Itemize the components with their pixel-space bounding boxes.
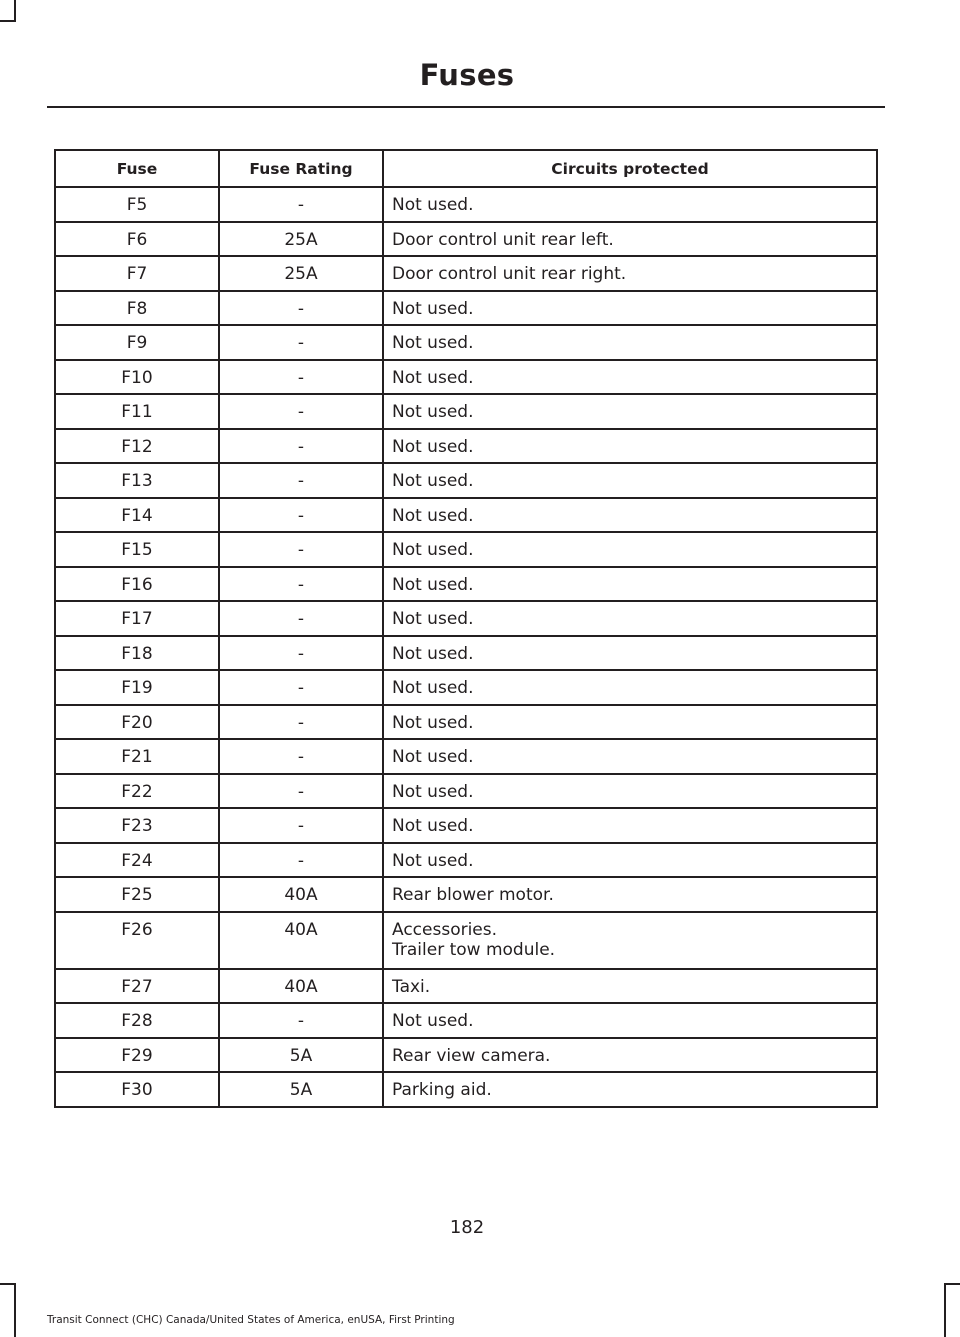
- table-row: [55, 843, 877, 878]
- page-title: Fuses: [419, 58, 515, 92]
- fuse-rating-cell: -: [219, 429, 383, 464]
- crop-mark-bottom-right-horizontal: [944, 1283, 960, 1285]
- fuse-id-cell: F16: [55, 567, 219, 602]
- fuse-rating-cell: 40A: [219, 877, 383, 912]
- table-row: [55, 1038, 877, 1073]
- circuit-cell: [383, 912, 877, 969]
- fuse-id-cell: F20: [55, 705, 219, 740]
- circuit-text: Not used.: [392, 333, 474, 353]
- fuse-rating-cell: -: [219, 532, 383, 567]
- table-row: [55, 394, 877, 429]
- fuse-rating-cell: -: [219, 843, 383, 878]
- fuse-id-cell: F19: [55, 670, 219, 705]
- circuit-cell: [383, 222, 877, 257]
- fuse-id-cell: F21: [55, 739, 219, 774]
- table-row: [55, 222, 877, 257]
- fuse-rating-cell: -: [219, 187, 383, 222]
- crop-mark-top-left-vertical: [14, 0, 16, 22]
- circuit-cell: [383, 636, 877, 671]
- table-row: [55, 325, 877, 360]
- circuit-text: Not used.: [392, 436, 474, 457]
- circuit-text: Not used.: [392, 298, 474, 319]
- table-row: [55, 498, 877, 533]
- circuit-text: Door control unit rear left.: [392, 229, 614, 250]
- fuse-rating-cell: -: [219, 774, 383, 809]
- fuse-id-cell: F6: [55, 222, 219, 257]
- fuse-rating-cell: -: [219, 567, 383, 602]
- fuse-id-cell: F25: [55, 877, 219, 912]
- circuit-cell: [383, 705, 877, 740]
- circuit-cell: [383, 1072, 877, 1107]
- title-divider: [47, 106, 885, 108]
- circuit-text: Not used.: [392, 505, 474, 526]
- circuit-cell: [383, 774, 877, 809]
- circuit-cell: [383, 1003, 877, 1038]
- circuit-text: Not used.: [392, 781, 474, 802]
- fuse-id-cell: F13: [55, 463, 219, 498]
- crop-mark-bottom-left-vertical: [14, 1283, 16, 1337]
- fuse-rating-cell: -: [219, 360, 383, 395]
- fuse-rating-cell: 25A: [219, 256, 383, 291]
- table-row: [55, 1003, 877, 1038]
- circuit-cell: [383, 532, 877, 567]
- circuit-cell: [383, 429, 877, 464]
- fuse-id-cell: F5: [55, 187, 219, 222]
- fuse-id-cell: F27: [55, 969, 219, 1004]
- fuse-id-cell: F7: [55, 256, 219, 291]
- table-row: [55, 187, 877, 222]
- fuse-rating-cell: -: [219, 498, 383, 533]
- fuse-id-cell: F11: [55, 394, 219, 429]
- table-row: [55, 256, 877, 291]
- table-row: [55, 291, 877, 326]
- fuse-id-cell: F26: [55, 912, 219, 969]
- circuit-cell: [383, 601, 877, 636]
- circuit-cell: [383, 843, 877, 878]
- fuse-id-cell: F28: [55, 1003, 219, 1038]
- circuit-text: Not used.: [392, 643, 474, 664]
- table-row: [55, 429, 877, 464]
- fuse-rating-cell: -: [219, 670, 383, 705]
- circuit-cell: [383, 256, 877, 291]
- table-row: [55, 463, 877, 498]
- circuit-text-line-2: Trailer tow module.: [392, 939, 556, 960]
- circuit-text: Not used.: [392, 402, 474, 422]
- page-number: 182: [449, 1217, 485, 1238]
- circuit-cell: [383, 670, 877, 705]
- circuit-text: Not used.: [392, 747, 474, 767]
- circuit-text: Parking aid.: [392, 1080, 492, 1100]
- circuit-text: Not used.: [392, 195, 474, 215]
- circuit-cell: [383, 394, 877, 429]
- circuit-text: Not used.: [392, 712, 474, 733]
- circuit-text: Taxi.: [392, 976, 431, 997]
- fuse-id-cell: F18: [55, 636, 219, 671]
- fuse-rating-cell: -: [219, 808, 383, 843]
- fuse-id-cell: F14: [55, 498, 219, 533]
- fuse-id-cell: F9: [55, 325, 219, 360]
- fuse-id-cell: F15: [55, 532, 219, 567]
- column-header-circuit: Circuits protected: [383, 150, 877, 187]
- fuse-rating-cell: -: [219, 291, 383, 326]
- fuse-id-cell: F30: [55, 1072, 219, 1107]
- table-row: [55, 969, 877, 1004]
- circuit-cell: [383, 187, 877, 222]
- fuse-rating-cell: 40A: [219, 912, 383, 969]
- table-row: [55, 532, 877, 567]
- circuit-text: Not used.: [392, 471, 474, 491]
- circuit-cell: [383, 877, 877, 912]
- crop-mark-bottom-left-horizontal: [0, 1283, 16, 1285]
- fuse-rating-cell: -: [219, 1003, 383, 1038]
- table-row: [55, 636, 877, 671]
- circuit-cell: [383, 463, 877, 498]
- table-row: [55, 774, 877, 809]
- circuit-text: Door control unit rear right.: [392, 264, 627, 284]
- fuse-id-cell: F17: [55, 601, 219, 636]
- table-row: [55, 567, 877, 602]
- fuse-id-cell: F8: [55, 291, 219, 326]
- circuit-text: Not used.: [392, 1011, 474, 1031]
- circuit-text: Not used.: [392, 574, 474, 595]
- circuit-cell: [383, 739, 877, 774]
- circuit-text: Not used.: [392, 816, 474, 836]
- circuit-text: Not used.: [392, 367, 474, 388]
- crop-mark-bottom-right-vertical: [944, 1283, 946, 1337]
- fuse-rating-cell: 5A: [219, 1072, 383, 1107]
- circuit-cell: [383, 360, 877, 395]
- fuse-table: [54, 149, 878, 1108]
- table-row: [55, 360, 877, 395]
- circuit-text: Not used.: [392, 678, 474, 698]
- circuit-text: Not used.: [392, 540, 474, 560]
- circuit-text: Accessories.: [392, 919, 498, 940]
- circuit-cell: [383, 498, 877, 533]
- table-row: [55, 705, 877, 740]
- fuse-rating-cell: -: [219, 601, 383, 636]
- publication-footer: Transit Connect (CHC) Canada/United States of America, enUSA, First Printing: [47, 1314, 455, 1326]
- fuse-rating-cell: -: [219, 325, 383, 360]
- fuse-id-cell: F12: [55, 429, 219, 464]
- fuse-id-cell: F22: [55, 774, 219, 809]
- fuse-rating-cell: -: [219, 463, 383, 498]
- fuse-id-cell: F23: [55, 808, 219, 843]
- table-row: [55, 670, 877, 705]
- fuse-id-cell: F29: [55, 1038, 219, 1073]
- crop-mark-top-left-horizontal: [0, 20, 16, 22]
- fuse-rating-cell: 5A: [219, 1038, 383, 1073]
- fuse-rating-cell: -: [219, 636, 383, 671]
- table-row: [55, 912, 877, 969]
- table-row: [55, 1072, 877, 1107]
- circuit-cell: [383, 567, 877, 602]
- fuse-id-cell: F24: [55, 843, 219, 878]
- circuit-cell: [383, 969, 877, 1004]
- circuit-text: Rear view camera.: [392, 1045, 551, 1066]
- table-row: [55, 808, 877, 843]
- fuse-rating-cell: -: [219, 705, 383, 740]
- circuit-text: Not used.: [392, 850, 474, 871]
- table-row: [55, 877, 877, 912]
- circuit-cell: [383, 808, 877, 843]
- circuit-text: Not used.: [392, 609, 474, 629]
- fuse-rating-cell: -: [219, 394, 383, 429]
- table-row: [55, 601, 877, 636]
- circuit-cell: [383, 291, 877, 326]
- fuse-rating-cell: -: [219, 739, 383, 774]
- fuse-rating-cell: 40A: [219, 969, 383, 1004]
- table-header-row: [55, 150, 877, 187]
- circuit-text: Rear blower motor.: [392, 885, 554, 905]
- circuit-cell: [383, 325, 877, 360]
- fuse-table-body: [55, 187, 877, 1107]
- fuse-id-cell: F10: [55, 360, 219, 395]
- fuse-rating-cell: 25A: [219, 222, 383, 257]
- circuit-cell: [383, 1038, 877, 1073]
- column-header-rating: Fuse Rating: [219, 150, 383, 187]
- column-header-fuse: Fuse: [55, 150, 219, 187]
- table-row: [55, 739, 877, 774]
